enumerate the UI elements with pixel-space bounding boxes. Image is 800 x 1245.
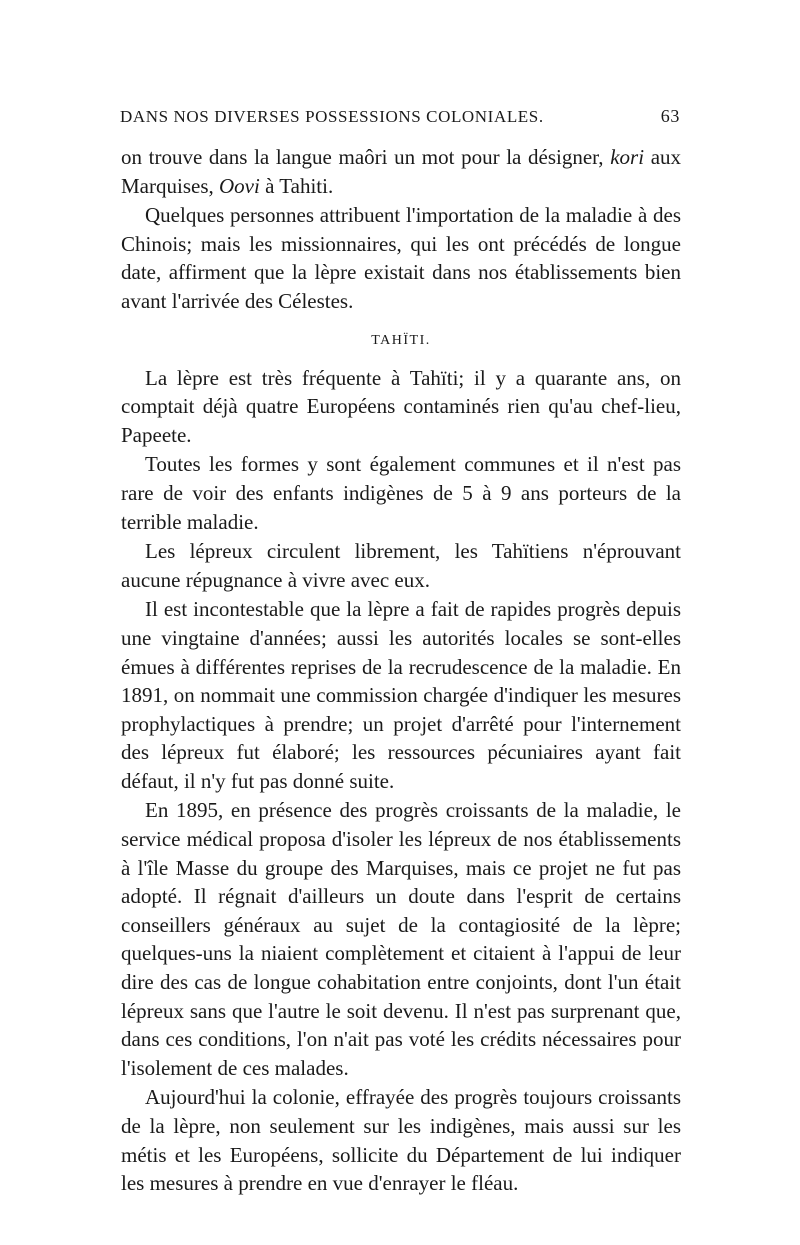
running-head (120, 106, 680, 136)
body-text (121, 143, 681, 1199)
intro-text-3: à Tahiti. (265, 173, 334, 198)
paragraph-today: Aujourd'hui la colonie, effrayée des progrès toujours croissants de la lèpre, non seulement sur les indigènes, mais aussi sur les métis et les Européens, sollicite du Département de lui indiquer les mesures à prendre en vue d'enrayer le fléau. (121, 1085, 681, 1196)
term-kori: kori (610, 145, 645, 169)
running-title: DANS NOS DIVERSES POSSESSIONS COLONIALES. (120, 107, 544, 126)
intro-text-2: aux Marquises, (121, 145, 682, 198)
paragraph-progress: Il est incontestable que la lèpre a fait de rapides progrès depuis une vingtaine d'années; aussi les autorités locales se sont-elles émues à différentes reprises de la recrudescence de la maladie. En 1891, on nommait une commission chargée d'indiquer les mesures prophylactiques à prendre; un projet d'arrêté pour l'internement des lépreux fut élaboré; les ressources pécuniaires ayant fait défaut, il n'y fut pas donné suite. (121, 597, 681, 793)
section-heading: TAHÏTI. (371, 332, 431, 348)
paragraph-circulate: Les lépreux circulent librement, les Tahïtiens n'éprouvant aucune répugnance à vivre avec eux. (121, 539, 681, 592)
paragraph-chinese: Quelques personnes attribuent l'importation de la maladie à des Chinois; mais les missionnaires, qui les ont précédés de longue date, affirment que la lèpre existait dans nos établissements bien avant l'arrivée des Célestes. (121, 203, 681, 313)
paragraph-1895: En 1895, en présence des progrès croissants de la maladie, le service médical proposa d'isoler les lépreux de nos établissements à l'île Masse du groupe des Marquises, mais ce projet ne fut pas adopté. Il régnait d'ailleurs un doute dans l'esprit de certains conseillers généraux au sujet de la contagiosité de la lèpre; quelques-uns la niaient complètement et citaient à l'appui de leur dire des cas de longue cohabitation entre conjoints, dont l'un était lépreux sans que l'autre le soit devenu. Il n'est pas surprenant que, dans ces conditions, l'on n'ait pas voté les crédits nécessaires pour l'isolement de ces malades. (121, 798, 681, 1080)
paragraph-frequent: La lèpre est très fréquente à Tahïti; il y a quarante ans, on comptait déjà quatre Européens contaminés rien qu'au chef-lieu, Papeete. (121, 365, 681, 447)
paragraph-forms: Toutes les formes y sont également communes et il n'est pas rare de voir des enfants indigènes de 5 à 9 ans porteurs de la terrible maladie. (121, 452, 681, 534)
term-oovi: Oovi (219, 173, 260, 198)
page-number: 63 (660, 106, 680, 126)
paragraph-intro (121, 143, 681, 200)
intro-text-1: on trouve dans la langue maôri un mot pour la désigner, (121, 145, 604, 169)
